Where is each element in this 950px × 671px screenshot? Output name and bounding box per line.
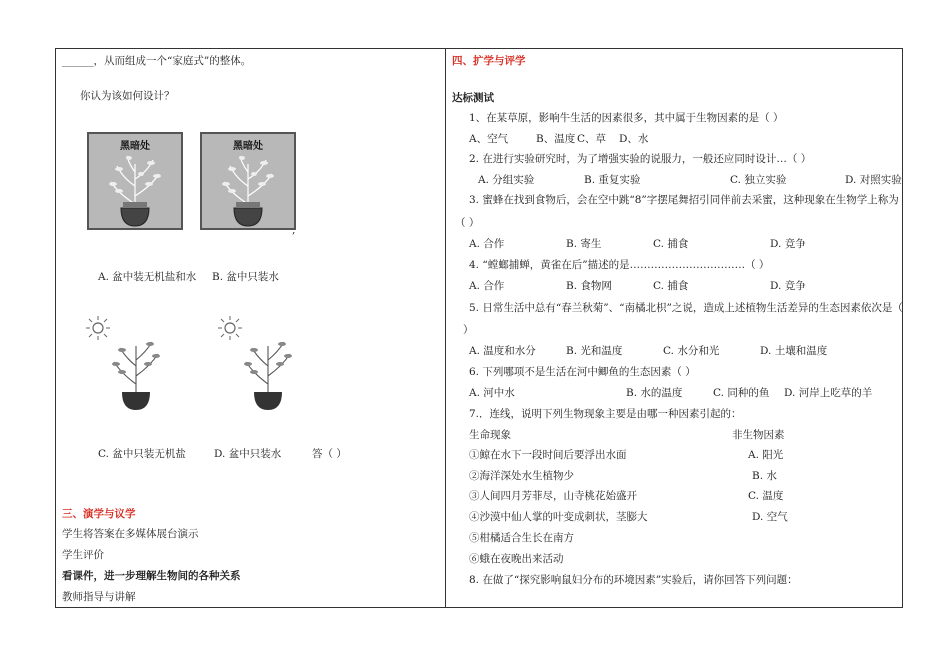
q6: 6. 下列哪项不是生活在河中鲫鱼的生态因素（ ） (469, 366, 696, 378)
q2-opt-a: A. 分组实验 (478, 174, 535, 186)
q8: 8. 在做了“探究影响鼠妇分布的环境因素”实验后，请你回答下列问题： (469, 574, 798, 586)
answer-label: 答（ ） (312, 448, 347, 460)
mark-symbol: , (292, 224, 296, 236)
dark-label: 黑暗处 (233, 141, 263, 152)
pair-left-3: ③人间四月芳菲尽，山寺桃花始盛开 (469, 490, 637, 502)
q4-opt-b: B. 食物网 (566, 280, 612, 292)
sun-icon (218, 316, 298, 412)
q4-opt-c: C. 捕食 (653, 280, 689, 292)
left-line-3: 看课件，进一步理解生物间的各种关系 (62, 570, 241, 582)
q7: 7.．连线，说明下列生物现象主要是由哪一种因素引起的： (469, 408, 742, 420)
section4-title: 四、扩学与评学 (452, 55, 526, 67)
pair-right-1: A. 阳光 (748, 449, 784, 461)
q6-opt-a: A. 河中水 (469, 387, 515, 399)
q1-opt-a: A、空气 (469, 133, 509, 145)
q3-cont: （ ） (455, 217, 480, 229)
col-life-phenomena: 生命现象 (469, 429, 511, 441)
q6-opt-b: B. 水的温度 (626, 387, 683, 399)
plant-pot-icon (202, 134, 294, 228)
q5: 5. 日常生活中总有“春兰秋菊”、“南橘北枳”之说，造成上述植物生活差异的生态因素依次是（ (469, 302, 903, 314)
q3-opt-c: C. 捕食 (653, 238, 689, 250)
q2-opt-c: C. 独立实验 (730, 174, 787, 186)
q3: 3. 蜜蜂在找到食物后，会在空中跳“8”字摆尾舞招引同伴前去采蜜，这种现象在生物学上称为 (469, 194, 899, 206)
left-line-1: 学生将答案在多媒体展台演示 (62, 528, 199, 540)
q5-opt-c: C. 水分和光 (663, 345, 720, 357)
q5-opt-a: A. 温度和水分 (469, 345, 536, 357)
pair-right-3: C. 温度 (748, 490, 784, 502)
left-line-2: 学生评价 (62, 549, 104, 561)
pair-right-2: B. 水 (752, 470, 777, 482)
q4: 4. “螳螂捕蝉，黄雀在后”描述的是……………………………（ ） (469, 259, 770, 271)
left-line-4: 教师指导与讲解 (62, 591, 136, 603)
q1: 1、在某草原，影响牛生活的因素很多，其中属于生物因素的是（ ） (469, 112, 784, 124)
option-b: B. 盆中只装水 (212, 271, 279, 283)
q1-opt-d: D、水 (619, 133, 649, 145)
dark-label: 黑暗处 (120, 141, 150, 152)
option-a: A. 盆中装无机盐和水 (98, 271, 197, 283)
sunlit-plant-d (218, 316, 298, 406)
section3-title: 三、演学与议学 (62, 508, 136, 520)
column-divider (445, 48, 446, 608)
q6-opt-d: D. 河岸上吃草的羊 (784, 387, 873, 399)
q4-opt-a: A. 合作 (469, 280, 505, 292)
q1-opt-c: C、草 (577, 133, 607, 145)
q2-opt-b: B. 重复实验 (584, 174, 641, 186)
sunlit-plant-c (86, 316, 166, 406)
test-title: 达标测试 (452, 92, 494, 104)
pair-left-2: ②海洋深处水生植物少 (469, 470, 574, 482)
option-d: D. 盆中只装水 (214, 448, 282, 460)
pair-left-6: ⑥蛾在夜晚出来活动 (469, 553, 564, 565)
sun-icon (86, 316, 166, 412)
q2-opt-d: D. 对照实验 (845, 174, 902, 186)
dark-panel-a (87, 132, 183, 230)
q4-opt-d: D. 竞争 (770, 280, 806, 292)
pair-right-4: D. 空气 (752, 511, 788, 523)
q3-opt-d: D. 竞争 (770, 238, 806, 250)
pair-left-4: ④沙漠中仙人掌的叶变成刺状，茎膨大 (469, 511, 648, 523)
q3-opt-b: B. 寄生 (566, 238, 602, 250)
dark-panel-b (200, 132, 296, 230)
q5-opt-d: D. 土壤和温度 (760, 345, 828, 357)
pair-left-5: ⑤柑橘适合生长在南方 (469, 532, 574, 544)
q1-opt-b: B、温度 (536, 133, 576, 145)
design-question: 你认为该如何设计？ (80, 90, 175, 102)
q3-opt-a: A. 合作 (469, 238, 505, 250)
intro-blank: ______ (62, 55, 94, 67)
q5-cont: ） (463, 324, 474, 336)
pair-left-1: ①鲸在水下一段时间后要浮出水面 (469, 449, 627, 461)
q2: 2. 在进行实验研究时，为了增强实验的说服力，一般还应同时设计…（ ） (469, 153, 812, 165)
option-c: C. 盆中只装无机盐 (98, 448, 186, 460)
plant-pot-icon (89, 134, 181, 228)
q6-opt-c: C. 同种的鱼 (713, 387, 770, 399)
col-abiotic-factors: 非生物因素 (732, 429, 785, 441)
q5-opt-b: B. 光和温度 (566, 345, 623, 357)
intro-text: ，从而组成一个“家庭式”的整体。 (93, 55, 252, 67)
intro-line (62, 55, 251, 68)
